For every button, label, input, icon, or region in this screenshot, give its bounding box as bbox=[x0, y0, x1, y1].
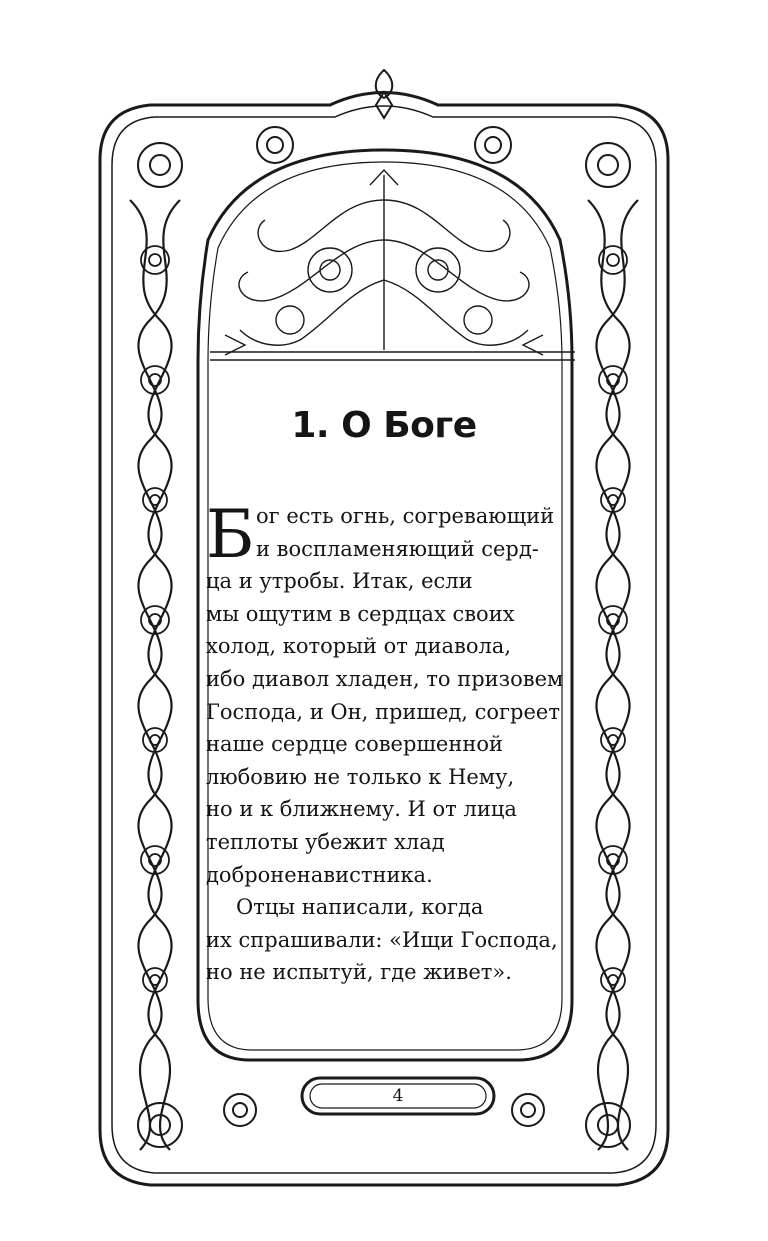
text-line: Отцы написали, когда bbox=[236, 895, 484, 920]
text-line: ог есть огнь, согревающий bbox=[256, 504, 555, 528]
text-line: мы ощутим в сердцах своих bbox=[206, 601, 515, 626]
text-line: но и к ближнему. И от лица bbox=[206, 797, 517, 822]
text-line: любовию не только к Нему, bbox=[206, 764, 515, 789]
drop-cap: Б bbox=[206, 496, 255, 573]
text-line: и воспламеняющий серд- bbox=[256, 536, 539, 561]
text-line: теплоты убежит хлад bbox=[206, 829, 445, 854]
text-line: их спрашивали: «Ищи Господа, bbox=[206, 927, 558, 952]
text-line: доброненавистника. bbox=[206, 862, 433, 887]
text-line: ибо диавол хладен, то призовем bbox=[206, 666, 564, 691]
chapter-body bbox=[206, 496, 596, 989]
text-line: холод, который от диавола, bbox=[206, 634, 511, 659]
text-line: ца и утробы. Итак, если bbox=[206, 569, 473, 594]
text-line: наше сердце совершенной bbox=[206, 732, 503, 757]
text-line: но не испытуй, где живет». bbox=[206, 960, 512, 985]
text-line: Господа, и Он, пришед, согреет bbox=[206, 699, 560, 724]
chapter-title: 1. О Боге bbox=[291, 405, 477, 446]
page-number: 4 bbox=[392, 1086, 404, 1106]
